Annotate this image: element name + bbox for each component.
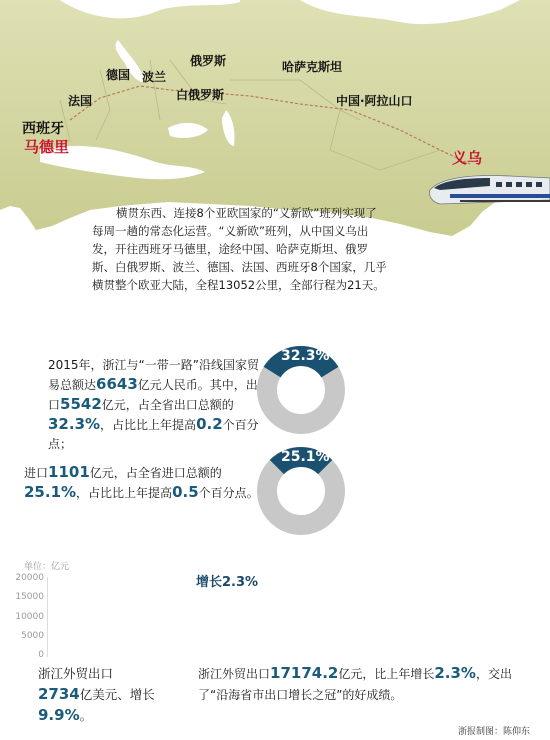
ytick-0: 0 (38, 650, 44, 660)
growth-note: 增长2.3% (196, 575, 259, 590)
trade-summary (48, 356, 260, 454)
import-text-1: 进口 (24, 466, 49, 480)
label-france: 法国 (68, 94, 93, 108)
label-china-alashankou: 中国·阿拉山口 (336, 94, 413, 108)
import-share: 25.1% (24, 483, 77, 501)
y-axis-line (47, 577, 48, 657)
export-usd-growth: 9.9% (38, 706, 80, 724)
export-usd-value: 2734 (38, 685, 80, 703)
trade-text-4: ，占比比上年提高 (100, 418, 197, 432)
trade-text-1: 2015年，浙江与“一带一路”沿线国家贸易总额达 (48, 358, 259, 392)
export-usd-block (38, 663, 155, 726)
train-graphic (429, 176, 550, 204)
total-growth: 2.3% (434, 664, 476, 682)
import-text-3: ，占比比上年提高 (76, 486, 173, 500)
label-germany: 德国 (106, 68, 131, 82)
trade-export-value: 5542 (60, 395, 102, 413)
export-share-donut (256, 345, 346, 435)
total-value: 17174.2 (270, 664, 339, 682)
export-total-block (198, 663, 518, 706)
import-value: 1101 (48, 463, 90, 481)
import-share-donut (256, 446, 346, 536)
export-usd-title: 浙江外贸出口 (38, 666, 114, 681)
route-intro-text: 横贯东西、连接8个亚欧国家的“义新欧”班列实现了每周一趟的常态化运营。“义新欧”班列，从中国义乌出发，开往西班牙马德里，途经中国、哈萨克斯坦、俄罗斯、白俄罗斯、波兰、德国、法国、西班牙8个国家，几乎横贯整个欧亚大陆，全程13052公里，全部行程为21天。 (92, 206, 387, 292)
import-donut-label: 25.1% (281, 449, 330, 465)
ytick-10000: 10000 (15, 612, 44, 622)
trade-text-3: 亿元，占全省出口总额的 (101, 398, 234, 412)
total-text-2: 亿元，比上年增长 (338, 667, 435, 681)
label-madrid: 马德里 (24, 138, 70, 156)
unit-label: 单位：亿元 (24, 562, 70, 572)
label-russia: 俄罗斯 (190, 54, 227, 68)
total-text-1: 浙江外贸出口 (198, 667, 271, 681)
label-spain: 西班牙 (22, 121, 64, 137)
credit-line: 浙报制图：陈仰东 (457, 727, 530, 737)
import-share-up: 0.5 (172, 483, 199, 501)
trade-text-5: 个百分点； (48, 418, 259, 451)
label-kazakhstan: 哈萨克斯坦 (282, 60, 343, 74)
trade-text-2: 亿元人民币。其中，出口 (48, 378, 258, 412)
import-summary (24, 463, 264, 503)
trade-share-up: 0.2 (196, 415, 223, 433)
label-yiwu: 义乌 (452, 149, 483, 167)
import-text-4: 个百分点。 (198, 486, 259, 500)
trade-export-share: 32.3% (48, 415, 101, 433)
label-belarus: 白俄罗斯 (176, 88, 225, 102)
trade-total-value: 6643 (96, 375, 138, 393)
route-map (0, 0, 550, 300)
export-usd-end: 。 (79, 708, 93, 723)
ytick-5000: 5000 (21, 631, 44, 641)
export-donut-label: 32.3% (281, 348, 330, 364)
label-poland: 波兰 (142, 70, 167, 84)
ytick-15000: 15000 (15, 592, 44, 602)
total-text-3: ，交出了“沿海省市出口增长之冠”的好成绩。 (198, 667, 512, 702)
ytick-20000: 20000 (15, 573, 44, 583)
export-usd-text: 亿美元、增长 (79, 687, 155, 702)
import-text-2: 亿元，占全省进口总额的 (89, 466, 222, 480)
